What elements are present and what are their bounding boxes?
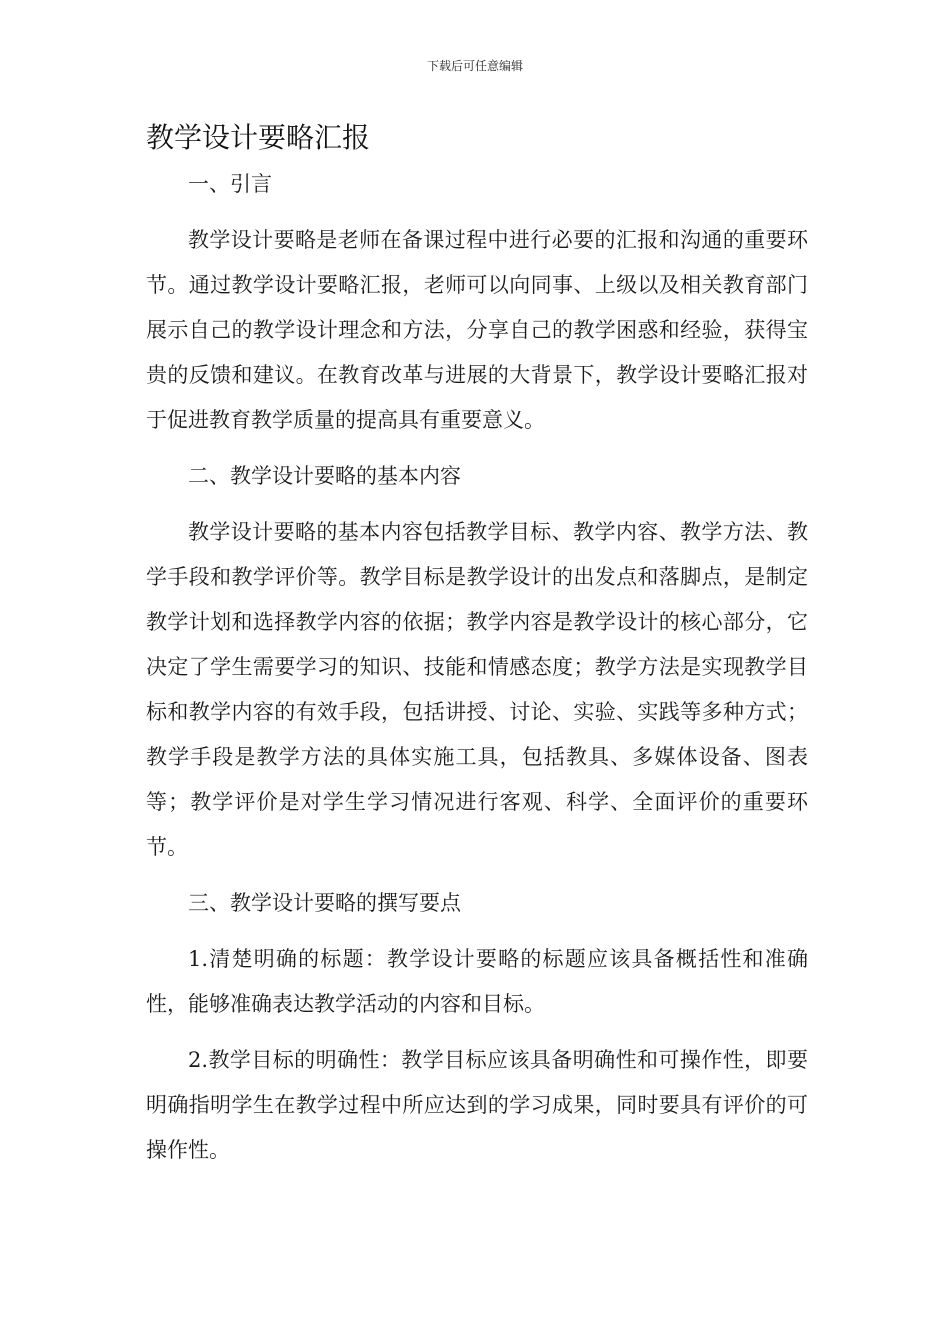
- document-body: [146, 162, 808, 1184]
- paragraph-basic-content: 教学设计要略的基本内容包括教学目标、教学内容、教学方法、教学手段和教学评价等。教学目标是教学设计的出发点和落脚点，是制定教学计划和选择教学内容的依据；教学内容是教学设计的核心部分，它决定了学生需要学习的知识、技能和情感态度；教学方法是实现教学目标和教学内容的有效手段，包括讲授、讨论、实验、实践等多种方式；教学手段是教学方法的具体实施工具，包括教具、多媒体设备、图表等；教学评价是对学生学习情况进行客观、科学、全面评价的重要环节。: [146, 520, 808, 859]
- paragraph-intro: 教学设计要略是老师在备课过程中进行必要的汇报和沟通的重要环节。通过教学设计要略汇报，老师可以向同事、上级以及相关教育部门展示自己的教学设计理念和方法，分享自己的教学困惑和经验，获得宝贵的反馈和建议。在教育改革与进展的大背景下，教学设计要略汇报对于促进教育教学质量的提高具有重要意义。: [146, 228, 808, 432]
- document-title: 教学设计要略汇报: [146, 121, 371, 154]
- section-heading-basic-content: 二、教学设计要略的基本内容: [188, 464, 461, 488]
- paragraph-point-2: 2.教学目标的明确性：教学目标应该具备明确性和可操作性，即要明确指明学生在教学过程中所应达到的学习成果，同时要具有评价的可操作性。: [146, 1048, 808, 1162]
- header-note: 下载后可任意编辑: [426, 59, 523, 73]
- paragraph-point-1: 1.清楚明确的标题：教学设计要略的标题应该具备概括性和准确性，能够准确表达教学活动的内容和目标。: [146, 947, 808, 1016]
- section-heading-writing-points: 三、教学设计要略的撰写要点: [188, 891, 461, 915]
- section-heading-intro: 一、引言: [188, 172, 272, 196]
